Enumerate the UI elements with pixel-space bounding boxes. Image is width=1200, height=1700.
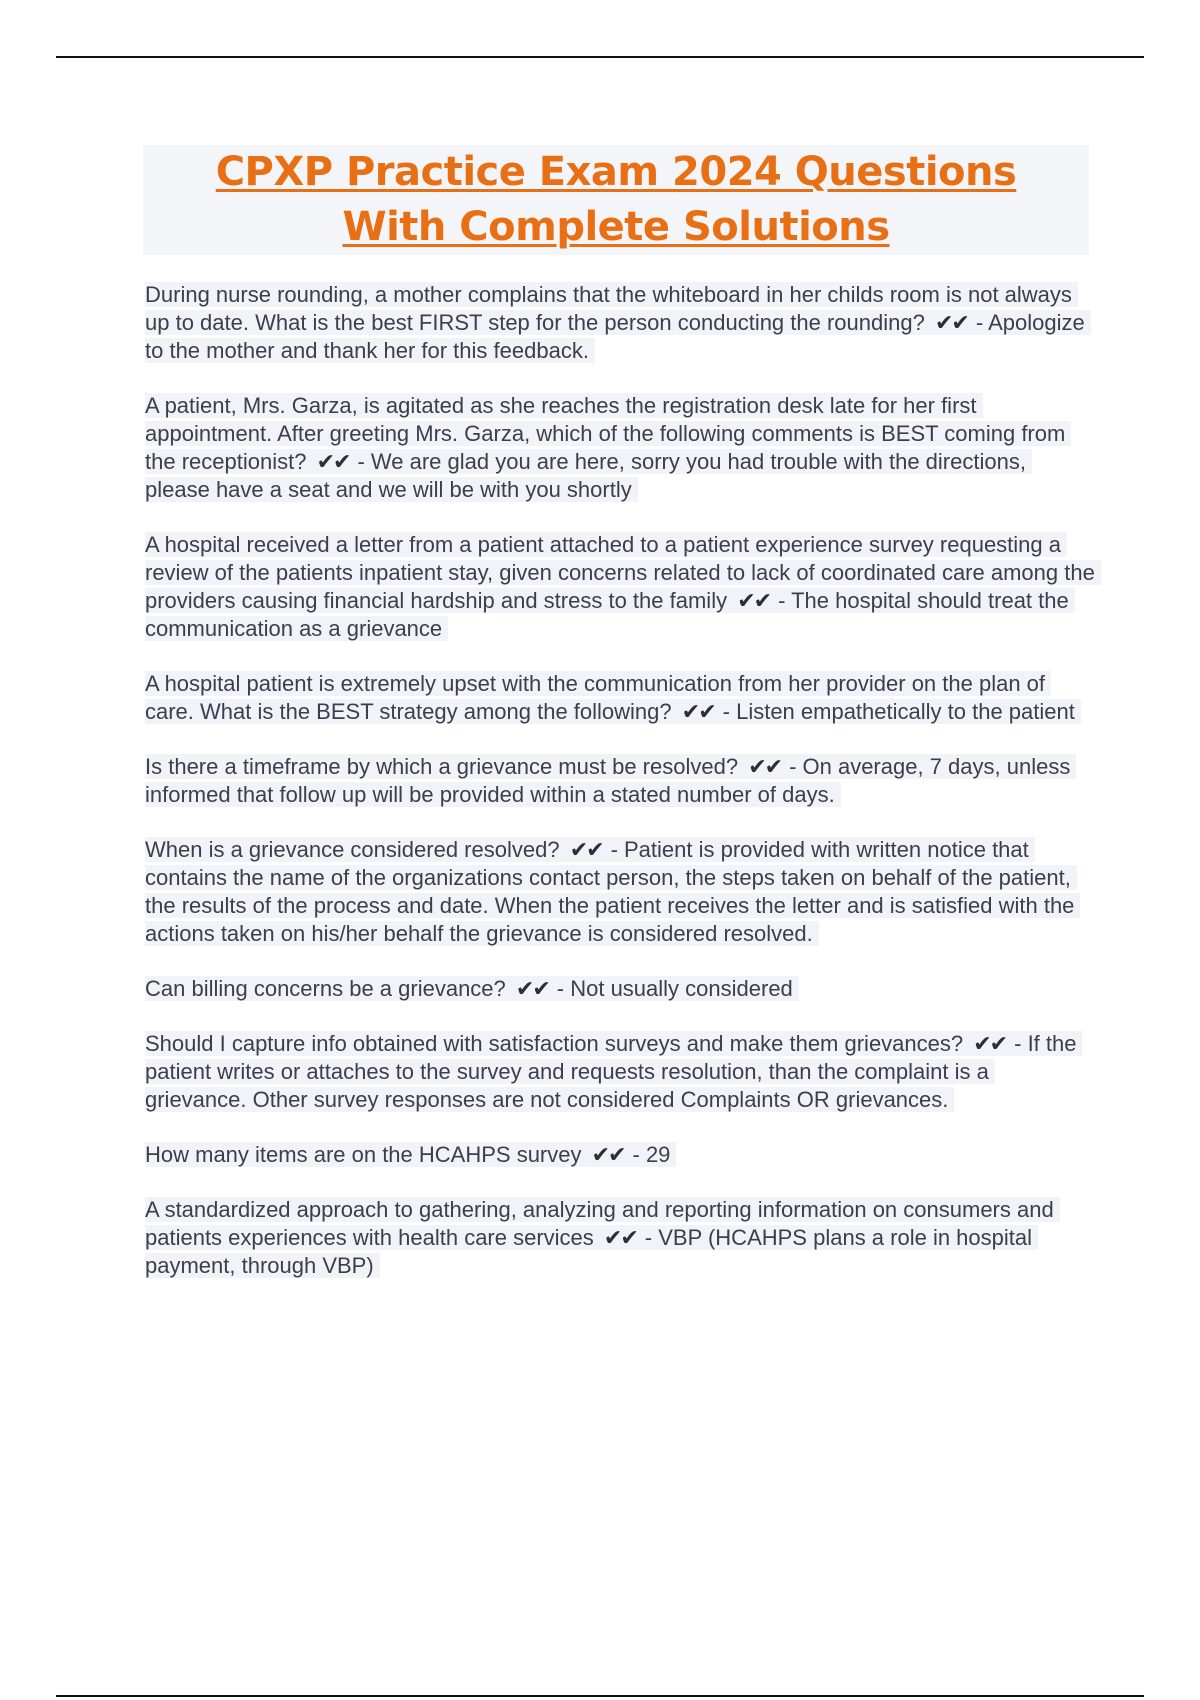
question-text: A hospital received a letter from a patient attached to a patient experience survey requesting a review of the patients inpatient stay, given concerns related to lack of coordinated care among the providers causing financial hardship and stress to the family: [145, 532, 1095, 613]
question-text: During nurse rounding, a mother complains that the whiteboard in her childs room is not always up to date. What is the best FIRST step for the person conducting the rounding?: [145, 282, 1072, 335]
question-text: How many items are on the HCAHPS survey: [145, 1142, 582, 1167]
check-icon: ✔✔: [515, 976, 549, 1001]
check-icon: ✔✔: [591, 1142, 625, 1167]
question-text: When is a grievance considered resolved?: [145, 837, 560, 862]
qa-item: [145, 1196, 1095, 1280]
qa-item: [145, 975, 1095, 1003]
check-icon: ✔✔: [603, 1225, 637, 1250]
qa-item: [145, 531, 1095, 643]
answer-text: - Listen empathetically to the patient: [722, 699, 1075, 724]
qa-item: [145, 1030, 1095, 1114]
answer-text: - Not usually considered: [556, 976, 793, 1001]
answer-text: - 29: [632, 1142, 671, 1167]
check-icon: ✔✔: [316, 449, 350, 474]
question-text: Should I capture info obtained with satisfaction surveys and make them grievances?: [145, 1031, 964, 1056]
answer-text: - Patient is provided with written notice that contains the name of the organizations contact person, the steps taken on behalf of the patient, the results of the process and date. When the patient receives the letter and is satisfied with the actions taken on his/her behalf the grievance is considered resolved.: [145, 837, 1075, 946]
document-title: [143, 145, 1089, 255]
answer-text: - VBP (HCAHPS plans a role in hospital payment, through VBP): [145, 1225, 1033, 1278]
answer-text: - Apologize to the mother and thank her for this feedback.: [145, 310, 1085, 363]
question-text: Is there a timeframe by which a grievance must be resolved?: [145, 754, 739, 779]
check-icon: ✔✔: [681, 699, 715, 724]
qa-item: [145, 1141, 1095, 1169]
qa-item: [145, 281, 1095, 365]
footer-rule: [56, 1695, 1144, 1697]
qa-item: [145, 836, 1095, 948]
answer-text: - On average, 7 days, unless informed that follow up will be provided within a stated number of days.: [145, 754, 1071, 807]
question-text: A patient, Mrs. Garza, is agitated as she reaches the registration desk late for her first appointment. After greeting Mrs. Garza, which of the following comments is BEST coming from the receptionist?: [145, 393, 1066, 474]
qa-item: [145, 670, 1095, 726]
answer-text: - We are glad you are here, sorry you had trouble with the directions, please have a seat and we will be with you shortly: [145, 449, 1026, 502]
check-icon: ✔✔: [748, 754, 782, 779]
qa-item: [145, 392, 1095, 504]
answer-text: - If the patient writes or attaches to the survey and requests resolution, than the complaint is a grievance. Other survey responses are not considered Complaints OR grievances.: [145, 1031, 1077, 1112]
question-text: A standardized approach to gathering, analyzing and reporting information on consumers and patients experiences with health care services: [145, 1197, 1054, 1250]
check-icon: ✔✔: [569, 837, 603, 862]
check-icon: ✔✔: [973, 1031, 1007, 1056]
answer-text: - The hospital should treat the communication as a grievance: [145, 588, 1069, 641]
header-rule: [56, 56, 1144, 58]
title-line-1: CPXP Practice Exam 2024 Questions: [215, 149, 1017, 195]
check-icon: ✔✔: [934, 310, 968, 335]
check-icon: ✔✔: [737, 588, 771, 613]
qa-item: [145, 753, 1095, 809]
title-line-2: With Complete Solutions: [342, 204, 890, 250]
question-text: Can billing concerns be a grievance?: [145, 976, 506, 1001]
question-text: A hospital patient is extremely upset with the communication from her provider on the plan of care. What is the BEST strategy among the following?: [145, 671, 1046, 724]
qa-list: [145, 281, 1095, 1307]
